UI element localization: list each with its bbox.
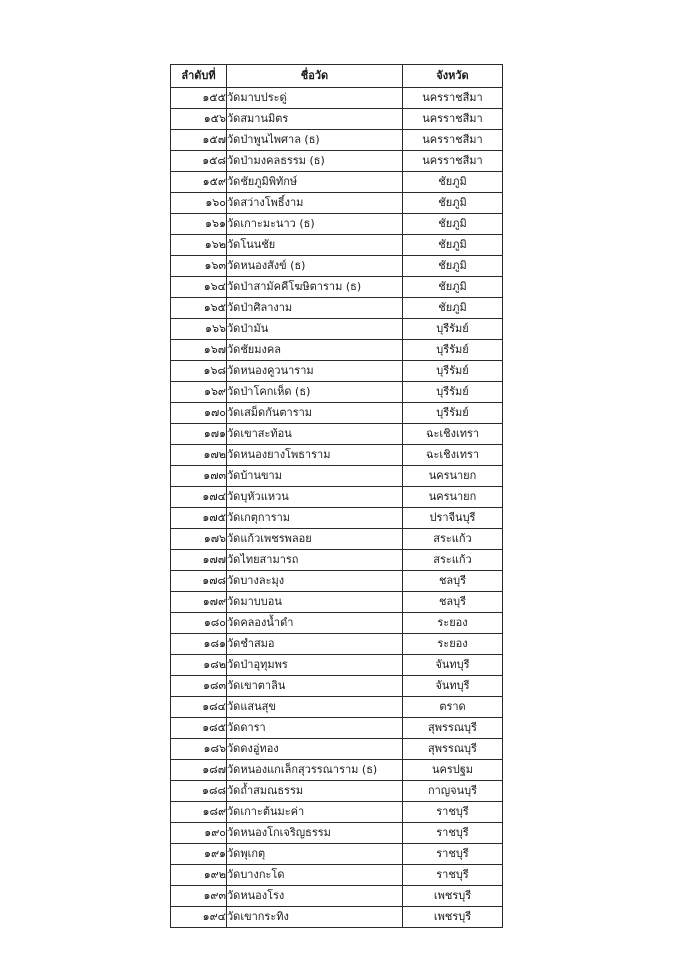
temple-name: วัดแสนสุข bbox=[227, 697, 403, 718]
province-name: จันทบุรี bbox=[403, 676, 503, 697]
table-row bbox=[171, 865, 503, 886]
row-number: ๑๘๙ bbox=[171, 802, 227, 823]
table-row bbox=[171, 361, 503, 382]
province-name: เพชรบุรี bbox=[403, 886, 503, 907]
temple-name: วัดหนองยางโพธาราม bbox=[227, 445, 403, 466]
row-number: ๑๖๒ bbox=[171, 235, 227, 256]
province-name: ฉะเชิงเทรา bbox=[403, 424, 503, 445]
row-number: ๑๘๖ bbox=[171, 739, 227, 760]
row-number: ๑๗๕ bbox=[171, 508, 227, 529]
temple-name: วัดป่าสามัคคีโฆษิตาราม (ธ) bbox=[227, 277, 403, 298]
row-number: ๑๘๐ bbox=[171, 613, 227, 634]
temple-list-table bbox=[170, 64, 503, 928]
province-name: ราชบุรี bbox=[403, 865, 503, 886]
table-row bbox=[171, 697, 503, 718]
row-number: ๑๖๘ bbox=[171, 361, 227, 382]
table-row bbox=[171, 466, 503, 487]
province-name: เพชรบุรี bbox=[403, 907, 503, 928]
table-row bbox=[171, 760, 503, 781]
temple-name: วัดบุหัวแหวน bbox=[227, 487, 403, 508]
table-row bbox=[171, 592, 503, 613]
row-number: ๑๘๑ bbox=[171, 634, 227, 655]
province-name: นครนายก bbox=[403, 487, 503, 508]
temple-name: วัดบ้านขาม bbox=[227, 466, 403, 487]
temple-name: วัดป่าพูนไพศาล (ธ) bbox=[227, 130, 403, 151]
province-name: ระยอง bbox=[403, 613, 503, 634]
temple-name: วัดคลองน้ำดำ bbox=[227, 613, 403, 634]
temple-name: วัดป่ามัน bbox=[227, 319, 403, 340]
table-row bbox=[171, 529, 503, 550]
table-row bbox=[171, 739, 503, 760]
table-row bbox=[171, 823, 503, 844]
temple-name: วัดบางกะโด bbox=[227, 865, 403, 886]
table-row bbox=[171, 235, 503, 256]
province-name: ราชบุรี bbox=[403, 844, 503, 865]
table-row bbox=[171, 550, 503, 571]
province-name: สระแก้ว bbox=[403, 550, 503, 571]
table-row bbox=[171, 487, 503, 508]
province-name: จันทบุรี bbox=[403, 655, 503, 676]
province-name: นครราชสีมา bbox=[403, 109, 503, 130]
temple-name: วัดบางละมุง bbox=[227, 571, 403, 592]
table-row bbox=[171, 256, 503, 277]
table-row bbox=[171, 340, 503, 361]
row-number: ๑๘๕ bbox=[171, 718, 227, 739]
row-number: ๑๗๒ bbox=[171, 445, 227, 466]
row-number: ๑๘๘ bbox=[171, 781, 227, 802]
temple-name: วัดเสม็ดกันตาราม bbox=[227, 403, 403, 424]
row-number: ๑๙๐ bbox=[171, 823, 227, 844]
row-number: ๑๘๓ bbox=[171, 676, 227, 697]
row-number: ๑๕๙ bbox=[171, 172, 227, 193]
province-name: ราชบุรี bbox=[403, 823, 503, 844]
temple-name: วัดหนองโกเจริญธรรม bbox=[227, 823, 403, 844]
temple-name: วัดมาบบอน bbox=[227, 592, 403, 613]
table-row bbox=[171, 130, 503, 151]
table-row bbox=[171, 844, 503, 865]
table-row bbox=[171, 613, 503, 634]
table-row bbox=[171, 571, 503, 592]
row-number: ๑๖๗ bbox=[171, 340, 227, 361]
province-name: บุรีรัมย์ bbox=[403, 403, 503, 424]
row-number: ๑๖๖ bbox=[171, 319, 227, 340]
table-row bbox=[171, 88, 503, 109]
temple-name: วัดชำสมอ bbox=[227, 634, 403, 655]
province-name: ราชบุรี bbox=[403, 802, 503, 823]
row-number: ๑๘๗ bbox=[171, 760, 227, 781]
temple-name: วัดเกาะมะนาว (ธ) bbox=[227, 214, 403, 235]
temple-name: วัดเกตุการาม bbox=[227, 508, 403, 529]
row-number: ๑๕๖ bbox=[171, 109, 227, 130]
row-number: ๑๕๕ bbox=[171, 88, 227, 109]
row-number: ๑๖๓ bbox=[171, 256, 227, 277]
province-name: บุรีรัมย์ bbox=[403, 361, 503, 382]
province-name: สุพรรณบุรี bbox=[403, 739, 503, 760]
header-no: ลำดับที่ bbox=[171, 65, 227, 88]
province-name: ชัยภูมิ bbox=[403, 172, 503, 193]
temple-name: วัดไทยสามารถ bbox=[227, 550, 403, 571]
row-number: ๑๙๒ bbox=[171, 865, 227, 886]
table-row bbox=[171, 676, 503, 697]
row-number: ๑๗๙ bbox=[171, 592, 227, 613]
row-number: ๑๖๐ bbox=[171, 193, 227, 214]
row-number: ๑๙๓ bbox=[171, 886, 227, 907]
table-row bbox=[171, 319, 503, 340]
province-name: สระแก้ว bbox=[403, 529, 503, 550]
table-row bbox=[171, 634, 503, 655]
table-row bbox=[171, 382, 503, 403]
temple-name: วัดสว่างโพธิ์งาม bbox=[227, 193, 403, 214]
row-number: ๑๙๔ bbox=[171, 907, 227, 928]
table-row bbox=[171, 886, 503, 907]
row-number: ๑๗๔ bbox=[171, 487, 227, 508]
table-row bbox=[171, 214, 503, 235]
table-row bbox=[171, 907, 503, 928]
table-row bbox=[171, 508, 503, 529]
row-number: ๑๖๔ bbox=[171, 277, 227, 298]
temple-name: วัดหนองคูวนาราม bbox=[227, 361, 403, 382]
table-row bbox=[171, 781, 503, 802]
province-name: ชลบุรี bbox=[403, 592, 503, 613]
temple-name: วัดพุเกตุ bbox=[227, 844, 403, 865]
temple-name: วัดเกาะต้นมะค่า bbox=[227, 802, 403, 823]
province-name: ชัยภูมิ bbox=[403, 214, 503, 235]
row-number: ๑๘๔ bbox=[171, 697, 227, 718]
province-name: ชัยภูมิ bbox=[403, 193, 503, 214]
row-number: ๑๗๑ bbox=[171, 424, 227, 445]
table-row bbox=[171, 403, 503, 424]
row-number: ๑๖๕ bbox=[171, 298, 227, 319]
province-name: นครราชสีมา bbox=[403, 151, 503, 172]
table-row bbox=[171, 151, 503, 172]
temple-name: วัดป่าโคกเห็ด (ธ) bbox=[227, 382, 403, 403]
province-name: นครราชสีมา bbox=[403, 130, 503, 151]
temple-name: วัดสมานมิตร bbox=[227, 109, 403, 130]
row-number: ๑๗๖ bbox=[171, 529, 227, 550]
province-name: นครนายก bbox=[403, 466, 503, 487]
header-row bbox=[171, 65, 503, 88]
temple-name: วัดดารา bbox=[227, 718, 403, 739]
table-row bbox=[171, 424, 503, 445]
row-number: ๑๕๗ bbox=[171, 130, 227, 151]
province-name: ชลบุรี bbox=[403, 571, 503, 592]
temple-name: วัดชัยภูมิพิทักษ์ bbox=[227, 172, 403, 193]
province-name: กาญจนบุรี bbox=[403, 781, 503, 802]
temple-name: วัดชัยมงคล bbox=[227, 340, 403, 361]
row-number: ๑๖๙ bbox=[171, 382, 227, 403]
temple-name: วัดป่าอุทุมพร bbox=[227, 655, 403, 676]
row-number: ๑๘๒ bbox=[171, 655, 227, 676]
province-name: ชัยภูมิ bbox=[403, 298, 503, 319]
province-name: ชัยภูมิ bbox=[403, 277, 503, 298]
row-number: ๑๗๗ bbox=[171, 550, 227, 571]
header-name: ชื่อวัด bbox=[227, 65, 403, 88]
province-name: นครปฐม bbox=[403, 760, 503, 781]
row-number: ๑๗๐ bbox=[171, 403, 227, 424]
table-row bbox=[171, 718, 503, 739]
temple-name: วัดถ้ำสมณธรรม bbox=[227, 781, 403, 802]
temple-name: วัดเขากระทิง bbox=[227, 907, 403, 928]
table-body bbox=[171, 88, 503, 928]
table-row bbox=[171, 172, 503, 193]
temple-name: วัดป่ามงคลธรรม (ธ) bbox=[227, 151, 403, 172]
row-number: ๑๖๑ bbox=[171, 214, 227, 235]
table-row bbox=[171, 802, 503, 823]
temple-name: วัดป่าศิลางาม bbox=[227, 298, 403, 319]
province-name: ตราด bbox=[403, 697, 503, 718]
province-name: บุรีรัมย์ bbox=[403, 319, 503, 340]
table-row bbox=[171, 655, 503, 676]
province-name: ปราจีนบุรี bbox=[403, 508, 503, 529]
temple-name: วัดดงอู่ทอง bbox=[227, 739, 403, 760]
table-row bbox=[171, 277, 503, 298]
temple-name: วัดหนองแกเล็กสุวรรณาราม (ธ) bbox=[227, 760, 403, 781]
temple-name: วัดเขาสะท้อน bbox=[227, 424, 403, 445]
temple-name: วัดแก้วเพชรพลอย bbox=[227, 529, 403, 550]
temple-name: วัดโนนชัย bbox=[227, 235, 403, 256]
province-name: บุรีรัมย์ bbox=[403, 340, 503, 361]
province-name: ชัยภูมิ bbox=[403, 256, 503, 277]
province-name: ชัยภูมิ bbox=[403, 235, 503, 256]
table-header bbox=[171, 65, 503, 88]
table-row bbox=[171, 298, 503, 319]
temple-name: วัดหนองสังข์ (ธ) bbox=[227, 256, 403, 277]
temple-name: วัดเขาตาลิน bbox=[227, 676, 403, 697]
province-name: ระยอง bbox=[403, 634, 503, 655]
temple-name: วัดหนองโรง bbox=[227, 886, 403, 907]
province-name: สุพรรณบุรี bbox=[403, 718, 503, 739]
row-number: ๑๗๓ bbox=[171, 466, 227, 487]
header-province: จังหวัด bbox=[403, 65, 503, 88]
row-number: ๑๗๘ bbox=[171, 571, 227, 592]
table-row bbox=[171, 109, 503, 130]
table-row bbox=[171, 445, 503, 466]
province-name: ฉะเชิงเทรา bbox=[403, 445, 503, 466]
province-name: นครราชสีมา bbox=[403, 88, 503, 109]
temple-name: วัดมาบประดู่ bbox=[227, 88, 403, 109]
table-row bbox=[171, 193, 503, 214]
row-number: ๑๙๑ bbox=[171, 844, 227, 865]
province-name: บุรีรัมย์ bbox=[403, 382, 503, 403]
row-number: ๑๕๘ bbox=[171, 151, 227, 172]
